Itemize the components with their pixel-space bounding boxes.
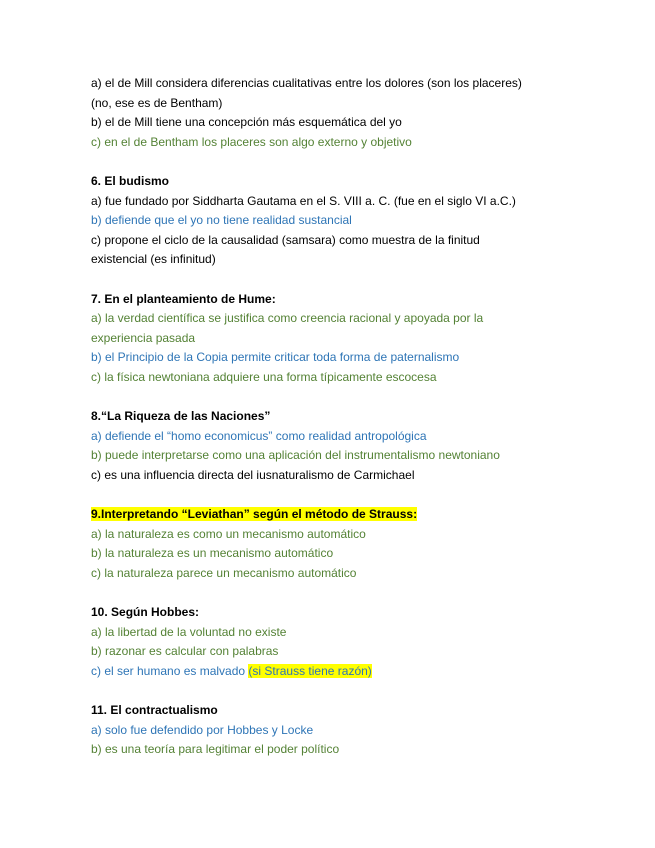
answer-option (91, 564, 571, 584)
answer-option (91, 642, 571, 662)
answer-option (91, 309, 571, 329)
paragraph-gap (91, 583, 571, 603)
answer-option (91, 427, 571, 447)
answer-option (91, 662, 571, 682)
question-title (91, 603, 571, 623)
answer-text: c) en el de Bentham los placeres son algo externo y objetivo (91, 134, 412, 149)
answer-text: c) es una influencia directa del iusnaturalismo de Carmichael (91, 467, 415, 482)
answer-text: existencial (es infinitud) (91, 252, 216, 267)
highlighted-note: (si Strauss tiene razón) (248, 663, 372, 678)
question-title-text: 10. Según Hobbes: (91, 605, 200, 620)
answer-option (91, 329, 571, 349)
answer-option (91, 211, 571, 231)
answer-text: c) la física newtoniana adquiere una forma típicamente escocesa (91, 369, 437, 384)
answer-option (91, 623, 571, 643)
answer-option (91, 74, 571, 94)
question-title (91, 172, 571, 192)
answer-text: experiencia pasada (91, 330, 196, 345)
answer-text: (no, ese es de Bentham) (91, 95, 223, 110)
answer-option (91, 368, 571, 388)
question-title-text: 6. El budismo (91, 173, 170, 188)
answer-text: b) el de Mill tiene una concepción más esquemática del yo (91, 115, 402, 130)
question-title-text: 7. En el planteamiento de Hume: (91, 291, 276, 306)
answer-option (91, 466, 571, 486)
answer-option (91, 740, 571, 760)
answer-option (91, 133, 571, 153)
answer-text: b) razonar es calcular con palabras (91, 644, 279, 659)
answer-option (91, 192, 571, 212)
document-page (91, 74, 571, 760)
answer-text: a) el de Mill considera diferencias cualitativas entre los dolores (son los placeres) (91, 76, 522, 90)
answer-option (91, 544, 571, 564)
answer-option (91, 250, 571, 270)
paragraph-gap (91, 270, 571, 290)
question-q7 (91, 290, 571, 388)
answer-text: b) puede interpretarse como una aplicación del instrumentalismo newtoniano (91, 448, 500, 463)
question-q10 (91, 603, 571, 681)
question-q5-tail (91, 74, 571, 152)
answer-option (91, 721, 571, 741)
answer-text: b) la naturaleza es un mecanismo automático (91, 546, 334, 561)
answer-text: a) la libertad de la voluntad no existe (91, 624, 287, 639)
answer-option (91, 348, 571, 368)
answer-option (91, 446, 571, 466)
answer-text: a) defiende el “homo economicus” como realidad antropológica (91, 428, 427, 443)
answer-text: c) el ser humano es malvado (91, 663, 249, 678)
answer-text: a) la naturaleza es como un mecanismo automático (91, 526, 366, 541)
answer-text: b) es una teoría para legitimar el poder político (91, 742, 340, 757)
answer-text: c) la naturaleza parece un mecanismo automático (91, 565, 357, 580)
question-title-text: 9.Interpretando “Leviathan” según el método de Strauss: (91, 507, 418, 522)
question-q9 (91, 505, 571, 583)
answer-text: a) solo fue defendido por Hobbes y Locke (91, 722, 314, 737)
answer-option (91, 113, 571, 133)
question-q6 (91, 172, 571, 270)
question-title-text: 11. El contractualismo (91, 703, 218, 717)
question-title (91, 407, 571, 427)
answer-text: a) la verdad científica se justifica como creencia racional y apoyada por la (91, 311, 484, 326)
answer-text: a) fue fundado por Siddharta Gautama en el S. VIII a. C. (fue en el siglo VI a.C.) (91, 193, 516, 208)
answer-text: b) el Principio de la Copia permite criticar toda forma de paternalismo (91, 350, 460, 365)
answer-text: b) defiende que el yo no tiene realidad sustancial (91, 213, 352, 228)
paragraph-gap (91, 485, 571, 505)
question-title (91, 505, 571, 525)
paragraph-gap (91, 388, 571, 408)
question-q8 (91, 407, 571, 485)
answer-option (91, 94, 571, 114)
answer-option (91, 525, 571, 545)
question-title (91, 701, 571, 721)
question-title-text: 8.“La Riqueza de las Naciones” (91, 409, 271, 424)
answer-text: c) propone el ciclo de la causalidad (samsara) como muestra de la finitud (91, 232, 480, 247)
paragraph-gap (91, 681, 571, 701)
question-title (91, 290, 571, 310)
paragraph-gap (91, 152, 571, 172)
answer-option (91, 231, 571, 251)
question-q11 (91, 701, 571, 760)
